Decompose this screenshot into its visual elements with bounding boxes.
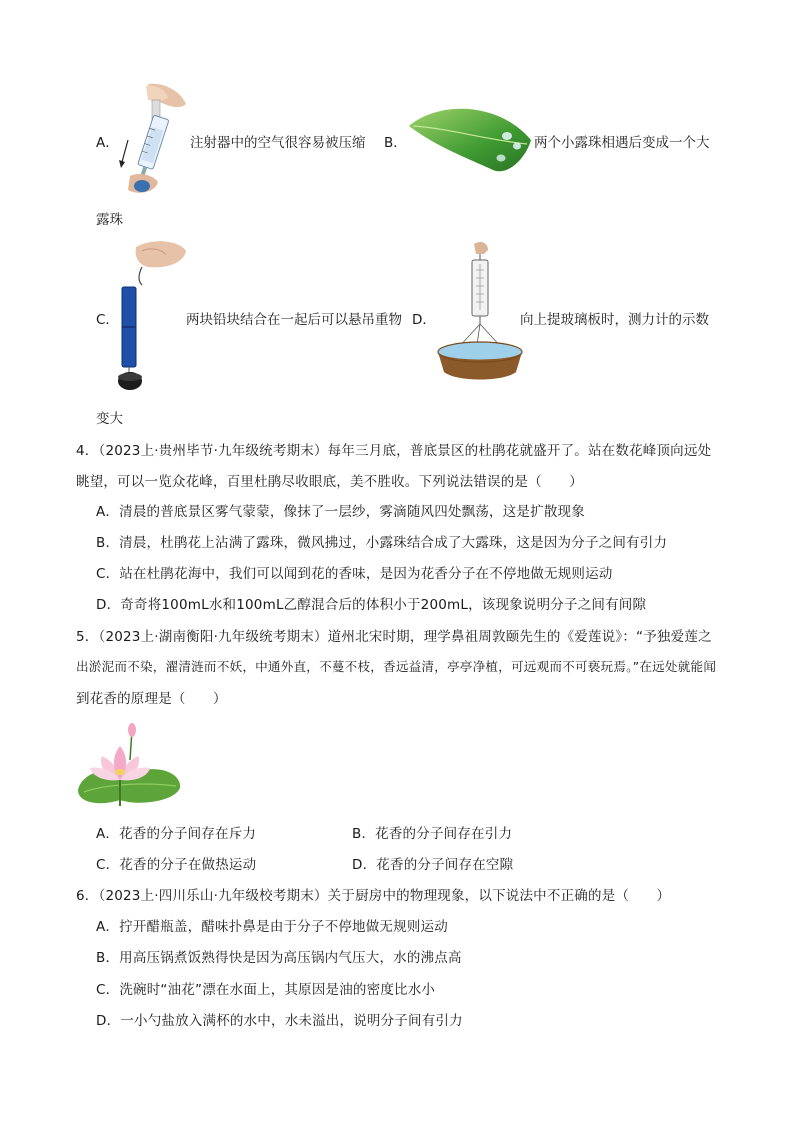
lead-blocks-icon <box>114 237 188 395</box>
q4-stem-line2: 眺望，可以一览众花峰，百里杜鹃尽收眼底，美不胜收。下列说法错误的是（ ） <box>76 474 583 490</box>
q6-option-b: B．用高压锅煮饭熟得快是因为高压锅内气压大，水的沸点高 <box>96 950 462 966</box>
option-a-text: 注射器中的空气很容易被压缩 <box>190 135 366 151</box>
q5-option-a: A．花香的分子间存在斥力 <box>96 826 257 842</box>
q4-option-b: B．清晨，杜鹃花上沾满了露珠，微风拂过，小露珠结合成了大露珠，这是因为分子之间有引力 <box>96 535 668 551</box>
q4-option-d: D．奇奇将100mL水和100mL乙醇混合后的体积小于200mL，该现象说明分子之间有间隙 <box>96 597 647 613</box>
q5-stem-line1: 5．（2023上·湖南衡阳·九年级统考期末）道州北宋时期，理学鼻祖周敦颐先生的《爱莲说》：“予独爱莲之 <box>76 629 712 645</box>
option-b-text-cont: 露珠 <box>96 212 123 228</box>
option-c-text: 两块铅块结合在一起后可以悬吊重物 <box>186 312 402 328</box>
lotus-icon <box>76 720 184 808</box>
option-d-text-cont: 变大 <box>96 411 123 427</box>
option-b-text: 两个小露珠相遇后变成一个大 <box>534 135 710 151</box>
q5-option-b: B．花香的分子间存在引力 <box>352 826 513 842</box>
option-a-label: A． <box>96 135 119 151</box>
q6-option-a: A．拧开醋瓶盖，醋味扑鼻是由于分子不停地做无规则运动 <box>96 919 448 935</box>
q5-stem-line2: 出淤泥而不染，濯清涟而不妖，中通外直，不蔓不枝，香远益清，亭亭净植，可远观而不可亵玩焉。”在远处就能闻 <box>76 659 717 674</box>
q4-stem-line1: 4．（2023上·贵州毕节·九年级统考期末）每年三月底，普底景区的杜鹃花就盛开了。站在数花峰顶向远处 <box>76 443 712 459</box>
q5-option-d: D．花香的分子间存在空隙 <box>352 857 514 873</box>
q6-stem-line1: 6．（2023上·四川乐山·九年级校考期末）关于厨房中的物理现象，以下说法中不正确的是（ ） <box>76 888 671 904</box>
spring-scale-glass-icon <box>436 240 526 386</box>
q4-option-c: C．站在杜鹃花海中，我们可以闻到花的香味，是因为花香分子在不停地做无规则运动 <box>96 566 613 582</box>
option-c-label: C． <box>96 312 119 328</box>
option-d-text: 向上提玻璃板时，测力计的示数 <box>520 312 709 328</box>
q4-option-a: A．清晨的普底景区雾气蒙蒙，像抹了一层纱，雾滴随风四处飘荡，这是扩散现象 <box>96 504 585 520</box>
q5-option-c: C．花香的分子在做热运动 <box>96 857 257 873</box>
option-b-label: B． <box>384 135 407 151</box>
leaf-dewdrop-icon <box>407 100 535 178</box>
q6-option-c: C．洗碗时“油花”漂在水面上，其原因是油的密度比水小 <box>96 982 436 998</box>
option-d-label: D． <box>412 312 436 328</box>
syringe-icon <box>108 80 190 198</box>
q5-stem-line3: 到花香的原理是（ ） <box>76 691 227 707</box>
q6-option-d: D．一小勺盐放入满杯的水中，水未溢出，说明分子间有引力 <box>96 1013 463 1029</box>
